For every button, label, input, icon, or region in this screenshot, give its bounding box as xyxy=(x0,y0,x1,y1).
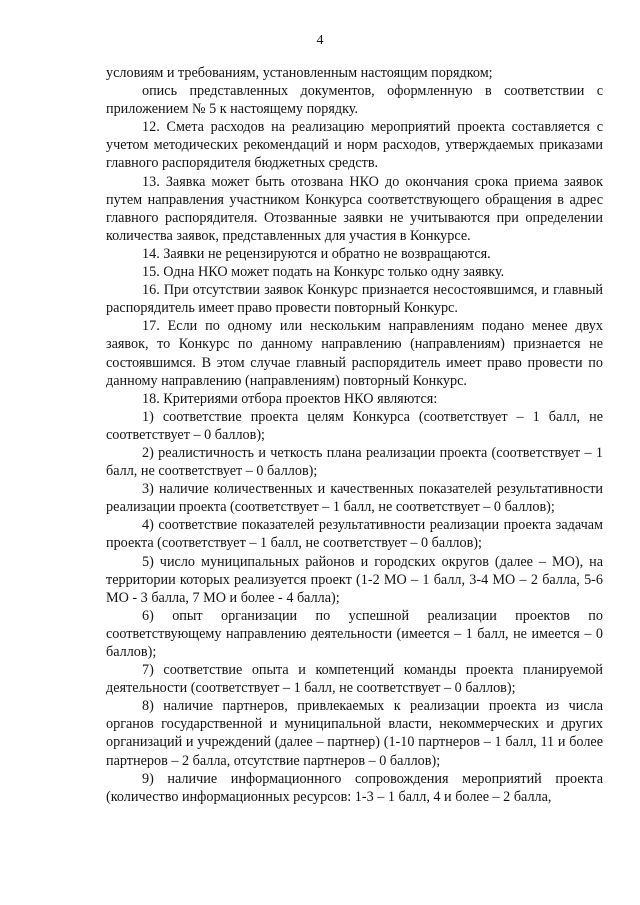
paragraph: 14. Заявки не рецензируются и обратно не возвращаются. xyxy=(142,245,491,262)
criterion-item: 9) наличие информационного сопровождения мероприятий проекта (количество информационных ресурсов: 1-3 – 1 балл, 4 и более – 2 балла, xyxy=(106,770,603,805)
document-body xyxy=(106,64,603,806)
paragraph: 16. При отсутствии заявок Конкурс признается несостоявшимся, и главный распорядитель имеет право провести повторный Конкурс. xyxy=(106,282,603,317)
criterion-item: 1) соответствие проекта целям Конкурса (соответствует – 1 балл, не соответствует – 0 баллов); xyxy=(106,408,603,443)
page-number: 4 xyxy=(316,33,324,48)
criterion-item: 3) наличие количественных и качественных показателей результативности реализации проекта (соответствует – 1 балл, не соответствует – 0 баллов); xyxy=(106,481,603,516)
criterion-item: 8) наличие партнеров, привлекаемых к реализации проекта из числа органов государственной и муниципальной власти, некоммерческих и других организаций и учреждений (далее – партнер) (1-10 партнеров – 1 балл, 11 и более партнеров – 2 балла, отсутствие партнеров – 0 баллов); xyxy=(106,698,603,769)
paragraph: 15. Одна НКО может подать на Конкурс только одну заявку. xyxy=(142,264,505,281)
paragraph: 17. Если по одному или нескольким направлениям подано менее двух заявок, то Конкурс по данному направлению (направлениям) признается не состоявшимся. В этом случае главный распорядитель имеет право провести по данному направлению (направлениям) повторный Конкурс. xyxy=(106,318,603,389)
paragraph: 12. Смета расходов на реализацию мероприятий проекта составляется с учетом методических рекомендаций и норм расходов, утверждаемых приказами главного распорядителя бюджетных средств. xyxy=(106,119,603,172)
criterion-item: 7) соответствие опыта и компетенций команды проекта планируемой деятельности (соответствует – 1 балл, не соответствует – 0 баллов); xyxy=(106,662,603,697)
paragraph: 13. Заявка может быть отозвана НКО до окончания срока приема заявок путем направления участником Конкурса соответствующего обращения в адрес главного распорядителя. Отозванные заявки не учитываются при определении количества заявок, представленных для участия в Конкурсе. xyxy=(106,173,603,244)
criterion-item: 6) опыт организации по успешной реализации проектов по соответствующему направлению деятельности (имеется – 1 балл, не имеется – 0 баллов); xyxy=(106,607,603,660)
paragraph: опись представленных документов, оформленную в соответствии с приложением № 5 к настоящему порядку. xyxy=(106,83,603,118)
criterion-item: 4) соответствие показателей результативности реализации проекта задачам проекта (соответствует – 1 балл, не соответствует – 0 баллов); xyxy=(106,517,603,552)
paragraph: условиям и требованиям, установленным настоящим порядком; xyxy=(106,65,493,81)
criterion-item: 5) число муниципальных районов и городских округов (далее – МО), на территории которых реализуется проект (1-2 МО – 1 балл, 3-4 МО – 2 балла, 5-6 МО - 3 балла, 7 МО и более - 4 балла); xyxy=(106,553,603,606)
paragraph: 18. Критериями отбора проектов НКО являются: xyxy=(142,390,438,407)
criterion-item: 2) реалистичность и четкость плана реализации проекта (соответствует – 1 балл, не соответствует – 0 баллов); xyxy=(106,444,603,480)
